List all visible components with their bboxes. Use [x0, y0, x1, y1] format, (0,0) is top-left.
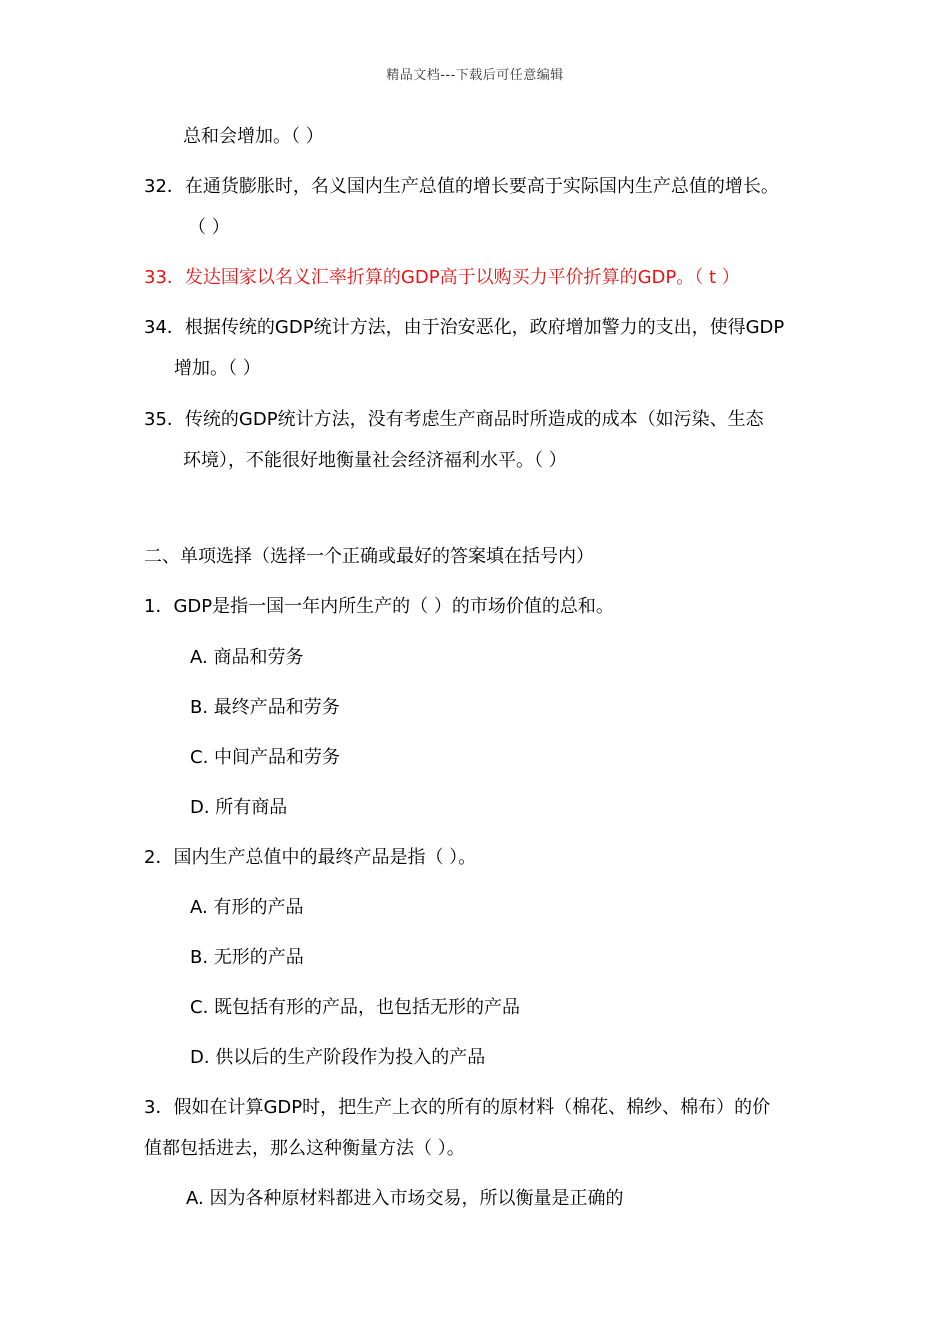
mc-q2-option-a: A. 有形的产品: [190, 897, 304, 918]
mc-q1-option-c: C. 中间产品和劳务: [190, 747, 341, 768]
question-34: 34．根据传统的GDP统计方法，由于治安恶化，政府增加警力的支出，使得GDP: [144, 317, 785, 338]
mc-q3-option-a: A. 因为各种原材料都进入市场交易，所以衡量是正确的: [186, 1188, 624, 1209]
question-31-continuation: 总和会增加。（ ）: [183, 126, 324, 147]
mc-q1-option-d: D. 所有商品: [190, 797, 288, 818]
question-35: 35．传统的GDP统计方法，没有考虑生产商品时所造成的成本（如污染、生态: [144, 409, 764, 430]
mc-q2-option-d: D. 供以后的生产阶段作为投入的产品: [190, 1047, 486, 1068]
question-32: 32．在通货膨胀时，名义国内生产总值的增长要高于实际国内生产总值的增长。: [144, 176, 779, 197]
page-header: 精品文档---下载后可任意编辑: [386, 68, 564, 83]
mc-question-3: 3．假如在计算GDP时，把生产上衣的所有的原材料（棉花、棉纱、棉布）的价: [144, 1097, 771, 1118]
question-33: 33．发达国家以名义汇率折算的GDP高于以购买力平价折算的GDP。（ t ）: [144, 267, 740, 288]
section-2-title: 二、单项选择（选择一个正确或最好的答案填在括号内）: [144, 546, 594, 567]
question-32-continuation: （ ）: [188, 217, 230, 238]
question-34-continuation: 增加。（ ）: [174, 358, 261, 379]
mc-q2-option-b: B. 无形的产品: [190, 947, 304, 968]
mc-q1-option-b: B. 最终产品和劳务: [190, 697, 340, 718]
mc-question-3-continuation: 值都包括进去，那么这种衡量方法（ ）。: [144, 1138, 465, 1159]
mc-question-1: 1．GDP是指一国一年内所生产的（ ）的市场价值的总和。: [144, 596, 614, 617]
mc-question-2: 2．国内生产总值中的最终产品是指（ ）。: [144, 847, 477, 868]
mc-q1-option-a: A. 商品和劳务: [190, 647, 304, 668]
mc-q2-option-c: C. 既包括有形的产品，也包括无形的产品: [190, 997, 521, 1018]
question-35-continuation: 环境），不能很好地衡量社会经济福利水平。（ ）: [183, 450, 567, 471]
